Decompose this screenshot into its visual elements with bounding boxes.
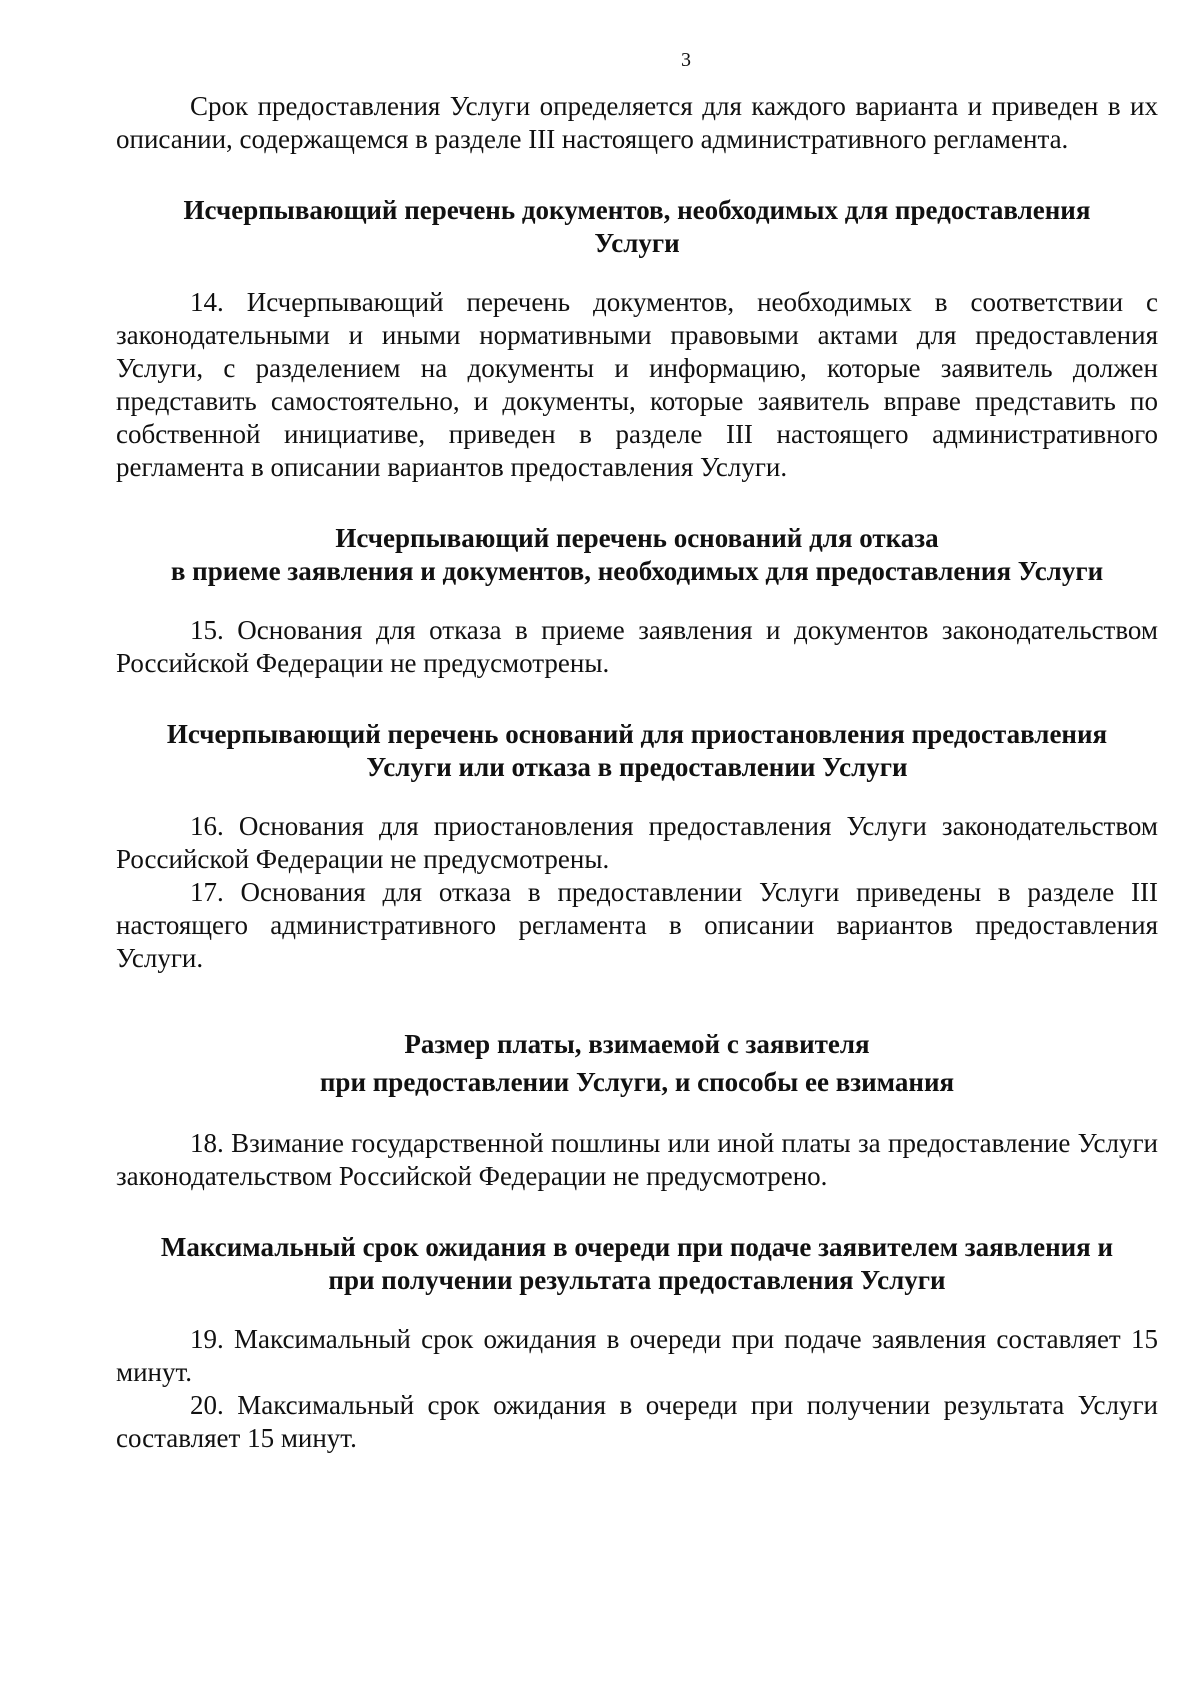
heading-line: Исчерпывающий перечень оснований для приостановления предоставления bbox=[166, 719, 1108, 749]
heading-line: Исчерпывающий перечень оснований для отказа bbox=[335, 523, 939, 553]
heading-line: при предоставлении Услуги, и способы ее взимания bbox=[319, 1067, 955, 1097]
section-heading-suspension bbox=[116, 718, 1158, 784]
paragraph-18: 18. Взимание государственной пошлины или иной платы за предоставление Услуги законодательством Российской Федерации не предусмотрено. bbox=[116, 1128, 1158, 1191]
heading-line: при получении результата предоставления Услуги bbox=[328, 1265, 946, 1295]
section-heading-documents bbox=[116, 194, 1158, 260]
document-page bbox=[116, 48, 1158, 1455]
heading-line: в приеме заявления и документов, необходимых для предоставления Услуги bbox=[170, 556, 1104, 586]
heading-line: Услуги или отказа в предоставлении Услуги bbox=[366, 752, 908, 782]
paragraph-14: 14. Исчерпывающий перечень документов, необходимых в соответствии с законодательными и иными нормативными правовыми актами для предоставления Услуги, с разделением на документы и информацию, которые заявитель должен представить самостоятельно, и документы, которые заявитель вправе представить по собственной инициативе, приведен в разделе III настоящего административного регламента в описании вариантов предоставления Услуги. bbox=[116, 287, 1158, 482]
intro-paragraph: Срок предоставления Услуги определяется для каждого варианта и приведен в их описании, содержащемся в разделе III настоящего административного регламента. bbox=[116, 91, 1158, 154]
paragraph-15: 15. Основания для отказа в приеме заявления и документов законодательством Российской Федерации не предусмотрены. bbox=[116, 615, 1158, 678]
heading-line: Размер платы, взимаемой с заявителя bbox=[404, 1029, 870, 1059]
heading-line: Максимальный срок ожидания в очереди при подаче заявителем заявления и bbox=[160, 1232, 1114, 1262]
page-number: 3 bbox=[681, 49, 691, 71]
heading-line: Исчерпывающий перечень документов, необходимых для предоставления bbox=[183, 195, 1091, 225]
section-heading-queue bbox=[116, 1231, 1158, 1297]
paragraph-19: 19. Максимальный срок ожидания в очереди при подаче заявления составляет 15 минут. bbox=[116, 1324, 1158, 1387]
heading-line: Услуги bbox=[594, 228, 680, 258]
section-heading-fee bbox=[116, 1025, 1158, 1101]
paragraph-16: 16. Основания для приостановления предоставления Услуги законодательством Российской Федерации не предусмотрены. bbox=[116, 811, 1158, 874]
paragraph-20: 20. Максимальный срок ожидания в очереди при получении результата Услуги составляет 15 минут. bbox=[116, 1390, 1158, 1453]
section-heading-refusal-reception bbox=[116, 522, 1158, 588]
paragraph-17: 17. Основания для отказа в предоставлении Услуги приведены в разделе III настоящего административного регламента в описании вариантов предоставления Услуги. bbox=[116, 877, 1158, 973]
